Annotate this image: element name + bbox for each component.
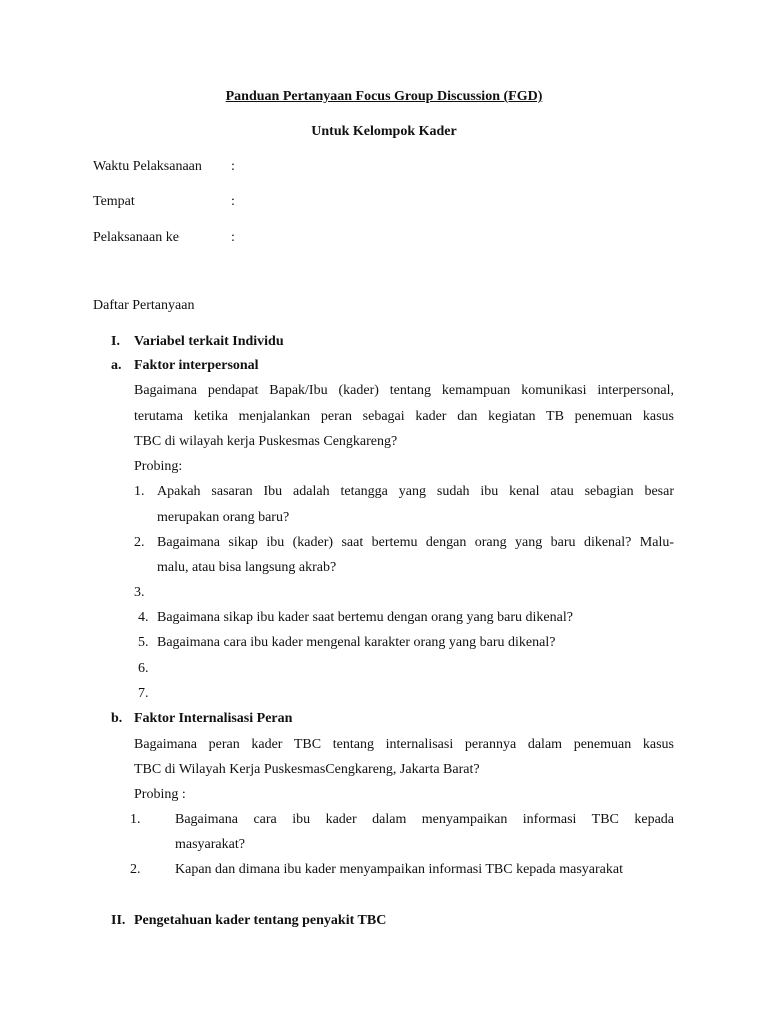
field-colon-pelaksanaan: : bbox=[231, 230, 235, 245]
question-list-heading: Daftar Pertanyaan bbox=[93, 298, 195, 313]
section-title: Variabel terkait Individu bbox=[134, 334, 284, 349]
subsection-title: Faktor Internalisasi Peran bbox=[134, 711, 293, 726]
section-number: I. bbox=[111, 334, 120, 349]
question-line: TBC di wilayah kerja Puskesmas Cengkareng? bbox=[134, 434, 398, 449]
section-title: Pengetahuan kader tentang penyakit TBC bbox=[134, 913, 387, 928]
question-line: TBC di Wilayah Kerja PuskesmasCengkareng, Jakarta Barat? bbox=[134, 762, 480, 777]
probe-number: 5. bbox=[138, 635, 149, 650]
probe-text: Apakah sasaran Ibu adalah tetangga yang sudah ibu kenal atau sebagian besar bbox=[157, 484, 674, 499]
probing-label: Probing: bbox=[134, 459, 183, 474]
probe-text: masyarakat? bbox=[175, 837, 245, 852]
probe-number: 3. bbox=[134, 585, 145, 600]
field-colon-tempat: : bbox=[231, 194, 235, 209]
probe-text: malu, atau bisa langsung akrab? bbox=[157, 560, 337, 575]
field-label-tempat: Tempat bbox=[93, 194, 135, 209]
probe-text: Bagaimana sikap ibu kader saat bertemu dengan orang yang baru dikenal? bbox=[157, 610, 573, 625]
probe-number: 2. bbox=[134, 535, 145, 550]
probe-text: Bagaimana sikap ibu (kader) saat bertemu dengan orang yang baru dikenal? Malu- bbox=[157, 535, 674, 550]
probe-number: 6. bbox=[138, 661, 149, 676]
subsection-letter: b. bbox=[111, 711, 123, 726]
field-label-pelaksanaan: Pelaksanaan ke bbox=[93, 230, 179, 245]
probe-number: 4. bbox=[138, 610, 149, 625]
probe-number: 1. bbox=[130, 812, 141, 827]
probe-text: Kapan dan dimana ibu kader menyampaikan informasi TBC kepada masyarakat bbox=[175, 862, 623, 877]
probe-text: merupakan orang baru? bbox=[157, 510, 290, 525]
document-title: Panduan Pertanyaan Focus Group Discussion (FGD) bbox=[225, 89, 543, 104]
probe-number: 7. bbox=[138, 686, 149, 701]
document-subtitle: Untuk Kelompok Kader bbox=[311, 124, 457, 139]
probing-label: Probing : bbox=[134, 787, 186, 802]
question-line: Bagaimana pendapat Bapak/Ibu (kader) tentang kemampuan komunikasi interpersonal, bbox=[134, 383, 674, 398]
question-line: terutama ketika menjalankan peran sebagai kader dan kegiatan TB penemuan kasus bbox=[134, 409, 674, 424]
probe-number: 2. bbox=[130, 862, 141, 877]
section-number: II. bbox=[111, 913, 126, 928]
probe-text: Bagaimana cara ibu kader mengenal karakter orang yang baru dikenal? bbox=[157, 635, 556, 650]
question-line: Bagaimana peran kader TBC tentang internalisasi perannya dalam penemuan kasus bbox=[134, 737, 674, 752]
probe-number: 1. bbox=[134, 484, 145, 499]
probe-text: Bagaimana cara ibu kader dalam menyampaikan informasi TBC kepada bbox=[175, 812, 674, 827]
field-colon-waktu: : bbox=[231, 159, 235, 174]
field-label-waktu: Waktu Pelaksanaan bbox=[93, 159, 202, 174]
subsection-letter: a. bbox=[111, 358, 122, 373]
subsection-title: Faktor interpersonal bbox=[134, 358, 259, 373]
